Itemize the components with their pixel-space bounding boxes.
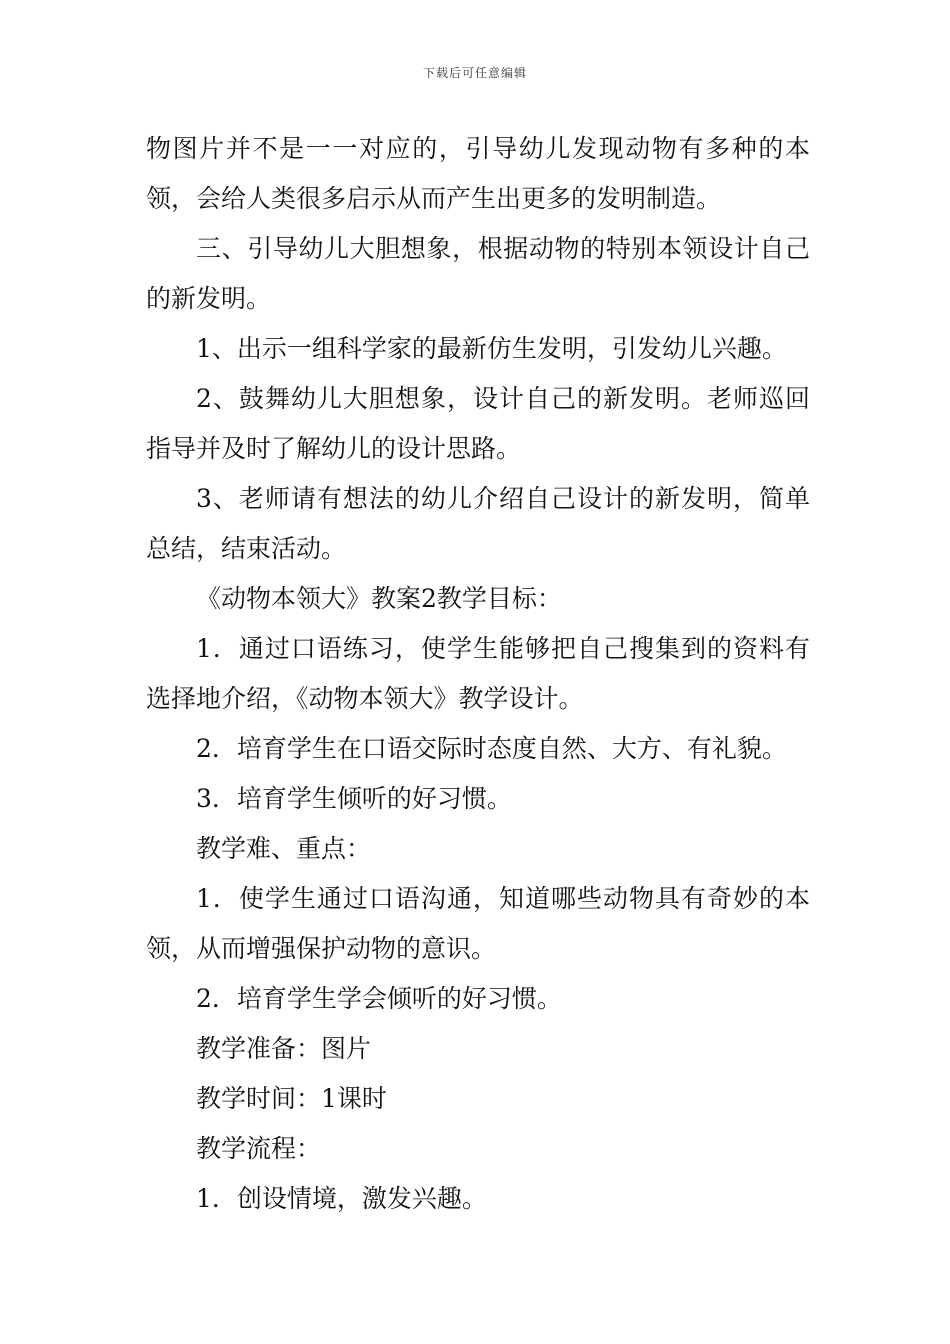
paragraph: 1．使学生通过口语沟通，知道哪些动物具有奇妙的本领，从而增强保护动物的意识。 [146, 884, 810, 963]
paragraph: 3．培育学生倾听的好习惯。 [196, 784, 512, 813]
paragraph: 物图片并不是一一对应的，引导幼儿发现动物有多种的本领，会给人类很多启示从而产生出更多的发明制造。 [146, 134, 810, 213]
paragraph: 2．培育学生学会倾听的好习惯。 [196, 984, 562, 1013]
paragraph: 3、老师请有想法的幼儿介绍自己设计的新发明，简单总结，结束活动。 [146, 484, 810, 563]
paragraph: 1．创设情境，激发兴趣。 [196, 1184, 487, 1213]
section-heading: 教学难、重点： [196, 834, 372, 863]
paragraph: 三、引导幼儿大胆想象，根据动物的特别本领设计自己的新发明。 [146, 234, 810, 313]
paragraph: 2、鼓舞幼儿大胆想象，设计自己的新发明。老师巡回指导并及时了解幼儿的设计思路。 [146, 384, 810, 463]
document-body [146, 124, 810, 1224]
section-heading: 《动物本领大》教案2教学目标： [196, 584, 562, 613]
paragraph: 1、出示一组科学家的最新仿生发明，引发幼儿兴趣。 [196, 334, 787, 363]
paragraph: 1．通过口语练习，使学生能够把自己搜集到的资料有选择地介绍，《动物本领大》教学设计。 [146, 634, 810, 713]
paragraph: 教学准备：图片 [196, 1034, 372, 1063]
paragraph: 2．培育学生在口语交际时态度自然、大方、有礼貌。 [196, 734, 787, 763]
paragraph: 教学时间：1课时 [196, 1084, 387, 1113]
section-heading: 教学流程： [196, 1134, 322, 1163]
page-header: 下载后可任意编辑 [422, 66, 527, 80]
